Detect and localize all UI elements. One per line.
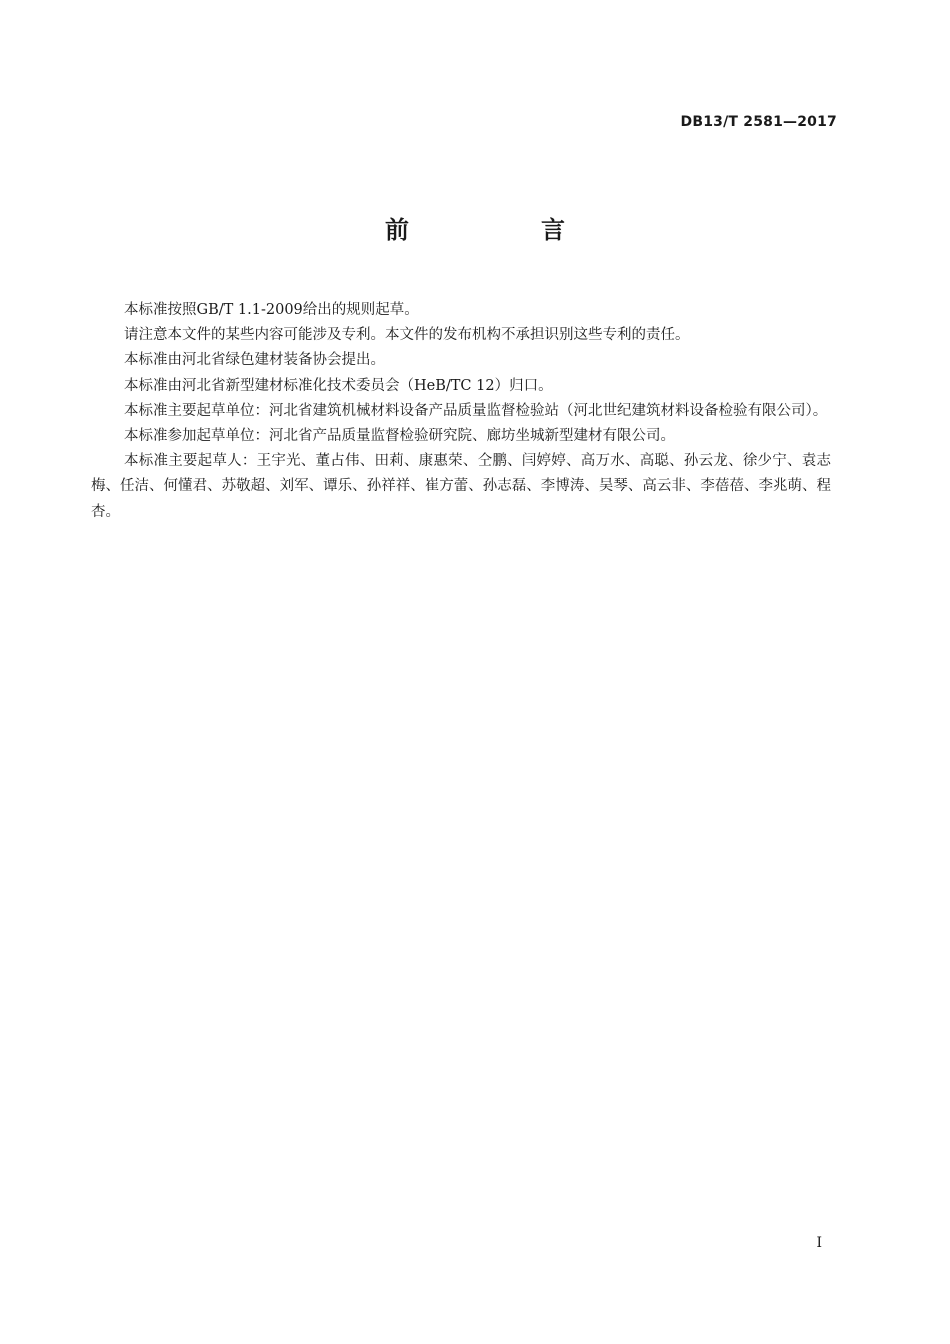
paragraph-patent-notice: 请注意本文件的某些内容可能涉及专利。本文件的发布机构不承担识别这些专利的责任。: [124, 327, 690, 344]
paragraph-main-drafters: 本标准主要起草人：王宇光、董占伟、田莉、康惠荣、仝鹏、闫婷婷、高万水、高聪、孙云龙、徐少宁、袁志梅、任洁、何懂君、苏敬超、刘军、谭乐、孙祥祥、崔方蕾、孙志磊、李博涛、吴琴、高云非、李蓓蓓、李兆萌、程杏。: [91, 453, 831, 520]
paragraph-drafting-rules: 本标准按照GB/T 1.1-2009给出的规则起草。: [124, 302, 419, 318]
paragraph-proposer: 本标准由河北省绿色建材装备协会提出。: [124, 352, 385, 369]
page-number: I: [816, 1235, 822, 1251]
foreword-body: [91, 298, 831, 525]
page-title: 前 言: [385, 216, 619, 244]
paragraph-technical-committee: 本标准由河北省新型建材标准化技术委员会（HeB/TC 12）归口。: [124, 377, 553, 394]
standard-code: DB13/T 2581—2017: [680, 114, 837, 130]
paragraph-main-drafting-units: 本标准主要起草单位：河北省建筑机械材料设备产品质量监督检验站（河北世纪建筑材料设备检验有限公司）。: [124, 402, 828, 419]
paragraph-participating-units: 本标准参加起草单位：河北省产品质量监督检验研究院、廊坊坐城新型建材有限公司。: [124, 428, 675, 445]
